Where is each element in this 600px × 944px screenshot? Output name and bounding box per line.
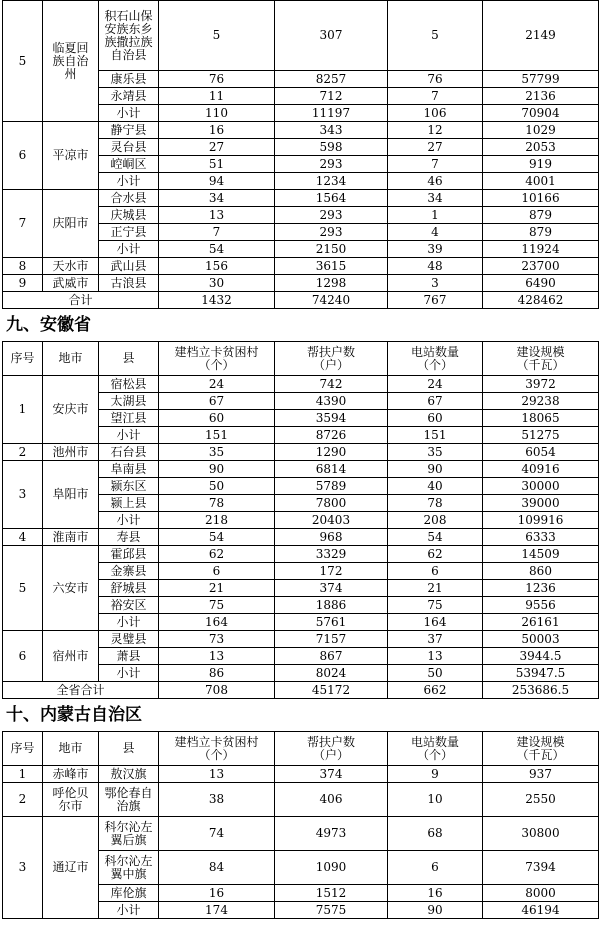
county-cell: 鄂伦春自 治旗 (99, 783, 159, 817)
value-cell-v2: 3594 (275, 410, 388, 427)
value-cell-v2: 8726 (275, 427, 388, 444)
value-cell-v3: 35 (388, 444, 483, 461)
value-cell-v3: 68 (388, 817, 483, 851)
row-number: 2 (3, 783, 43, 817)
table-row (3, 461, 599, 478)
county-cell: 武山县 (99, 258, 159, 275)
header-v2: 帮扶户数 （户） (275, 342, 388, 376)
value-cell-v1: 74 (159, 817, 275, 851)
city-cell: 安庆市 (43, 376, 99, 444)
value-cell-v2: 1090 (275, 851, 388, 885)
value-cell-v4: 1236 (483, 580, 599, 597)
county-cell: 小计 (99, 105, 159, 122)
value-cell-v4: 23700 (483, 258, 599, 275)
city-cell: 呼伦贝 尔市 (43, 783, 99, 817)
county-cell: 库伦旗 (99, 885, 159, 902)
value-cell-v2: 1564 (275, 190, 388, 207)
value-cell-v2: 867 (275, 648, 388, 665)
header-v3: 电站数量 （个） (388, 342, 483, 376)
value-cell-v4: 4001 (483, 173, 599, 190)
table-row (3, 275, 599, 292)
value-cell-v3: 62 (388, 546, 483, 563)
value-cell-v1: 7 (159, 224, 275, 241)
value-cell-v3: 7 (388, 156, 483, 173)
value-cell-v4: 57799 (483, 71, 599, 88)
value-cell-v2: 374 (275, 580, 388, 597)
county-cell: 科尔沁左 翼中旗 (99, 851, 159, 885)
county-cell: 静宁县 (99, 122, 159, 139)
value-cell-v3: 5 (388, 1, 483, 71)
header-v2: 帮扶户数 （户） (275, 732, 388, 766)
county-cell: 太湖县 (99, 393, 159, 410)
value-cell-v4: 6490 (483, 275, 599, 292)
header-county: 县 (99, 342, 159, 376)
value-cell-v1: 24 (159, 376, 275, 393)
value-cell-v1: 62 (159, 546, 275, 563)
header-county: 县 (99, 732, 159, 766)
value-cell-v3: 90 (388, 902, 483, 919)
table-row (3, 122, 599, 139)
value-cell-v4: 30800 (483, 817, 599, 851)
value-cell-v3: 12 (388, 122, 483, 139)
value-cell-v2: 3329 (275, 546, 388, 563)
county-cell: 小计 (99, 173, 159, 190)
value-cell-v3: 39 (388, 241, 483, 258)
value-cell-v2: 6814 (275, 461, 388, 478)
header-city: 地市 (43, 342, 99, 376)
document (2, 0, 598, 919)
value-cell-v1: 30 (159, 275, 275, 292)
value-cell-v1: 90 (159, 461, 275, 478)
value-cell-v3: 50 (388, 665, 483, 682)
inner-mongolia-table (2, 731, 599, 919)
row-number: 1 (3, 376, 43, 444)
value-cell-v4: 8000 (483, 885, 599, 902)
row-number: 2 (3, 444, 43, 461)
value-cell-v4: 879 (483, 207, 599, 224)
value-cell-v1: 54 (159, 529, 275, 546)
header-no: 序号 (3, 342, 43, 376)
value-cell-v1: 164 (159, 614, 275, 631)
row-number: 6 (3, 122, 43, 190)
total-v2: 74240 (275, 292, 388, 309)
value-cell-v3: 1 (388, 207, 483, 224)
value-cell-v3: 151 (388, 427, 483, 444)
total-row (3, 682, 599, 699)
value-cell-v1: 13 (159, 766, 275, 783)
row-number: 3 (3, 817, 43, 919)
value-cell-v2: 712 (275, 88, 388, 105)
value-cell-v2: 4973 (275, 817, 388, 851)
value-cell-v1: 75 (159, 597, 275, 614)
county-cell: 科尔沁左 翼后旗 (99, 817, 159, 851)
value-cell-v4: 879 (483, 224, 599, 241)
county-cell: 永靖县 (99, 88, 159, 105)
city-cell: 临夏回 族自治 州 (43, 1, 99, 122)
total-v1: 1432 (159, 292, 275, 309)
header-city: 地市 (43, 732, 99, 766)
value-cell-v2: 3615 (275, 258, 388, 275)
county-cell: 阜南县 (99, 461, 159, 478)
county-cell: 颍东区 (99, 478, 159, 495)
value-cell-v3: 4 (388, 224, 483, 241)
value-cell-v4: 11924 (483, 241, 599, 258)
value-cell-v4: 2053 (483, 139, 599, 156)
value-cell-v1: 67 (159, 393, 275, 410)
value-cell-v1: 86 (159, 665, 275, 682)
county-cell: 敖汉旗 (99, 766, 159, 783)
value-cell-v2: 11197 (275, 105, 388, 122)
table-row (3, 190, 599, 207)
table-row (3, 817, 599, 851)
value-cell-v3: 37 (388, 631, 483, 648)
value-cell-v4: 860 (483, 563, 599, 580)
value-cell-v3: 9 (388, 766, 483, 783)
value-cell-v2: 7157 (275, 631, 388, 648)
county-cell: 望江县 (99, 410, 159, 427)
value-cell-v2: 1290 (275, 444, 388, 461)
value-cell-v4: 2550 (483, 783, 599, 817)
value-cell-v4: 109916 (483, 512, 599, 529)
value-cell-v4: 3944.5 (483, 648, 599, 665)
city-cell: 赤峰市 (43, 766, 99, 783)
value-cell-v2: 20403 (275, 512, 388, 529)
value-cell-v1: 78 (159, 495, 275, 512)
county-cell: 舒城县 (99, 580, 159, 597)
value-cell-v2: 1234 (275, 173, 388, 190)
value-cell-v1: 94 (159, 173, 275, 190)
value-cell-v1: 73 (159, 631, 275, 648)
county-cell: 小计 (99, 241, 159, 258)
value-cell-v4: 30000 (483, 478, 599, 495)
value-cell-v1: 60 (159, 410, 275, 427)
header-v4: 建设规模 （千瓦） (483, 342, 599, 376)
total-v4: 253686.5 (483, 682, 599, 699)
value-cell-v3: 10 (388, 783, 483, 817)
city-cell: 武威市 (43, 275, 99, 292)
value-cell-v3: 60 (388, 410, 483, 427)
county-cell: 小计 (99, 614, 159, 631)
city-cell: 淮南市 (43, 529, 99, 546)
total-v3: 662 (388, 682, 483, 699)
row-number: 9 (3, 275, 43, 292)
city-cell: 通辽市 (43, 817, 99, 919)
value-cell-v2: 7800 (275, 495, 388, 512)
county-cell: 康乐县 (99, 71, 159, 88)
value-cell-v1: 34 (159, 190, 275, 207)
value-cell-v3: 46 (388, 173, 483, 190)
value-cell-v3: 106 (388, 105, 483, 122)
value-cell-v4: 39000 (483, 495, 599, 512)
value-cell-v2: 293 (275, 156, 388, 173)
value-cell-v4: 46194 (483, 902, 599, 919)
total-row (3, 292, 599, 309)
value-cell-v1: 16 (159, 122, 275, 139)
county-cell: 庆城县 (99, 207, 159, 224)
section-title-inner-mongolia: 十、内蒙古自治区 (6, 705, 142, 725)
value-cell-v4: 50003 (483, 631, 599, 648)
value-cell-v4: 3972 (483, 376, 599, 393)
value-cell-v1: 76 (159, 71, 275, 88)
county-cell: 合水县 (99, 190, 159, 207)
county-cell: 崆峒区 (99, 156, 159, 173)
table-row (3, 546, 599, 563)
value-cell-v4: 40916 (483, 461, 599, 478)
value-cell-v3: 3 (388, 275, 483, 292)
value-cell-v2: 5789 (275, 478, 388, 495)
county-cell: 小计 (99, 902, 159, 919)
table-row (3, 258, 599, 275)
row-number: 1 (3, 766, 43, 783)
table-row (3, 444, 599, 461)
gansu-table-continued (2, 0, 599, 309)
row-number: 5 (3, 1, 43, 122)
value-cell-v2: 8257 (275, 71, 388, 88)
city-cell: 六安市 (43, 546, 99, 631)
value-cell-v2: 1512 (275, 885, 388, 902)
value-cell-v1: 13 (159, 648, 275, 665)
value-cell-v2: 293 (275, 207, 388, 224)
city-cell: 天水市 (43, 258, 99, 275)
value-cell-v2: 343 (275, 122, 388, 139)
row-number: 8 (3, 258, 43, 275)
value-cell-v1: 13 (159, 207, 275, 224)
total-label: 合计 (3, 292, 159, 309)
county-cell: 积石山保 安族东乡 族撒拉族 自治县 (99, 1, 159, 71)
value-cell-v4: 6333 (483, 529, 599, 546)
value-cell-v4: 2136 (483, 88, 599, 105)
total-label: 全省合计 (3, 682, 159, 699)
header-no: 序号 (3, 732, 43, 766)
value-cell-v3: 208 (388, 512, 483, 529)
value-cell-v2: 742 (275, 376, 388, 393)
city-cell: 池州市 (43, 444, 99, 461)
value-cell-v3: 164 (388, 614, 483, 631)
value-cell-v4: 937 (483, 766, 599, 783)
city-cell: 宿州市 (43, 631, 99, 682)
value-cell-v3: 13 (388, 648, 483, 665)
value-cell-v1: 218 (159, 512, 275, 529)
header-row (3, 732, 599, 766)
row-number: 4 (3, 529, 43, 546)
value-cell-v4: 2149 (483, 1, 599, 71)
table-row (3, 783, 599, 817)
value-cell-v1: 5 (159, 1, 275, 71)
county-cell: 寿县 (99, 529, 159, 546)
row-number: 6 (3, 631, 43, 682)
county-cell: 霍邱县 (99, 546, 159, 563)
value-cell-v2: 598 (275, 139, 388, 156)
value-cell-v2: 2150 (275, 241, 388, 258)
value-cell-v4: 18065 (483, 410, 599, 427)
value-cell-v1: 27 (159, 139, 275, 156)
value-cell-v3: 76 (388, 71, 483, 88)
value-cell-v3: 6 (388, 851, 483, 885)
total-v4: 428462 (483, 292, 599, 309)
value-cell-v1: 110 (159, 105, 275, 122)
value-cell-v2: 1298 (275, 275, 388, 292)
value-cell-v1: 50 (159, 478, 275, 495)
value-cell-v1: 51 (159, 156, 275, 173)
value-cell-v3: 21 (388, 580, 483, 597)
table-row (3, 631, 599, 648)
value-cell-v3: 67 (388, 393, 483, 410)
value-cell-v2: 406 (275, 783, 388, 817)
value-cell-v2: 4390 (275, 393, 388, 410)
row-number: 5 (3, 546, 43, 631)
value-cell-v2: 968 (275, 529, 388, 546)
value-cell-v1: 38 (159, 783, 275, 817)
value-cell-v4: 14509 (483, 546, 599, 563)
total-v1: 708 (159, 682, 275, 699)
anhui-table (2, 341, 599, 699)
value-cell-v1: 174 (159, 902, 275, 919)
value-cell-v4: 1029 (483, 122, 599, 139)
value-cell-v1: 11 (159, 88, 275, 105)
header-v1: 建档立卡贫困村 （个） (159, 732, 275, 766)
value-cell-v4: 70904 (483, 105, 599, 122)
header-v1: 建档立卡贫困村 （个） (159, 342, 275, 376)
value-cell-v2: 7575 (275, 902, 388, 919)
county-cell: 小计 (99, 665, 159, 682)
county-cell: 颍上县 (99, 495, 159, 512)
value-cell-v4: 29238 (483, 393, 599, 410)
value-cell-v1: 35 (159, 444, 275, 461)
value-cell-v2: 172 (275, 563, 388, 580)
county-cell: 古浪县 (99, 275, 159, 292)
value-cell-v3: 7 (388, 88, 483, 105)
header-row (3, 342, 599, 376)
county-cell: 裕安区 (99, 597, 159, 614)
row-number: 7 (3, 190, 43, 258)
value-cell-v3: 75 (388, 597, 483, 614)
row-number: 3 (3, 461, 43, 529)
county-cell: 正宁县 (99, 224, 159, 241)
value-cell-v4: 9556 (483, 597, 599, 614)
city-cell: 平凉市 (43, 122, 99, 190)
value-cell-v1: 6 (159, 563, 275, 580)
value-cell-v1: 156 (159, 258, 275, 275)
table-row (3, 766, 599, 783)
value-cell-v3: 48 (388, 258, 483, 275)
value-cell-v3: 54 (388, 529, 483, 546)
value-cell-v1: 54 (159, 241, 275, 258)
value-cell-v4: 26161 (483, 614, 599, 631)
value-cell-v3: 34 (388, 190, 483, 207)
city-cell: 阜阳市 (43, 461, 99, 529)
value-cell-v1: 21 (159, 580, 275, 597)
city-cell: 庆阳市 (43, 190, 99, 258)
value-cell-v2: 307 (275, 1, 388, 71)
value-cell-v4: 51275 (483, 427, 599, 444)
value-cell-v3: 90 (388, 461, 483, 478)
value-cell-v4: 10166 (483, 190, 599, 207)
table-row (3, 1, 599, 71)
value-cell-v2: 293 (275, 224, 388, 241)
value-cell-v1: 84 (159, 851, 275, 885)
value-cell-v2: 8024 (275, 665, 388, 682)
county-cell: 宿松县 (99, 376, 159, 393)
value-cell-v2: 1886 (275, 597, 388, 614)
value-cell-v4: 7394 (483, 851, 599, 885)
county-cell: 萧县 (99, 648, 159, 665)
value-cell-v4: 919 (483, 156, 599, 173)
header-v3: 电站数量 （个） (388, 732, 483, 766)
header-v4: 建设规模 （千瓦） (483, 732, 599, 766)
county-cell: 小计 (99, 427, 159, 444)
value-cell-v3: 24 (388, 376, 483, 393)
table-row (3, 529, 599, 546)
value-cell-v2: 5761 (275, 614, 388, 631)
total-v2: 45172 (275, 682, 388, 699)
table-row (3, 376, 599, 393)
value-cell-v3: 78 (388, 495, 483, 512)
county-cell: 金寨县 (99, 563, 159, 580)
value-cell-v4: 6054 (483, 444, 599, 461)
section-title-anhui: 九、安徽省 (6, 315, 91, 335)
county-cell: 小计 (99, 512, 159, 529)
value-cell-v4: 53947.5 (483, 665, 599, 682)
value-cell-v3: 16 (388, 885, 483, 902)
value-cell-v1: 16 (159, 885, 275, 902)
value-cell-v3: 27 (388, 139, 483, 156)
value-cell-v3: 40 (388, 478, 483, 495)
total-v3: 767 (388, 292, 483, 309)
county-cell: 石台县 (99, 444, 159, 461)
value-cell-v3: 6 (388, 563, 483, 580)
value-cell-v1: 151 (159, 427, 275, 444)
value-cell-v2: 374 (275, 766, 388, 783)
county-cell: 灵璧县 (99, 631, 159, 648)
county-cell: 灵台县 (99, 139, 159, 156)
